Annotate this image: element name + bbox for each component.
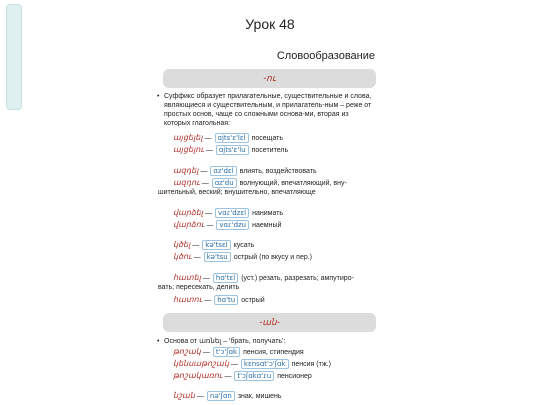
translation: посещать (251, 135, 284, 142)
vocab-entry (158, 391, 378, 401)
armenian-word: այցելել (173, 133, 203, 142)
transcription: kə'tsɛl (202, 240, 230, 250)
intro-paragraph (158, 92, 373, 128)
translation: влиять, воздействовать (239, 168, 317, 175)
entry-dash: — (224, 373, 232, 380)
section-title: Словообразование (276, 50, 375, 62)
transcription: t'ɔʃɑkɑ'ɾu (234, 371, 274, 381)
transcription: kɛnsɑt'ɔ'ʃɑk (241, 359, 289, 369)
intro-text: Основа от առնել – 'брать, получать': (164, 338, 286, 345)
armenian-word: թոշակառու (173, 371, 223, 380)
translation: посетитель (251, 147, 289, 154)
entry-dash: — (204, 135, 212, 142)
transcription: ɑjts'ɛ'lu (216, 145, 249, 155)
vocab-entry (158, 208, 378, 218)
translation: знак, мишень (237, 393, 282, 400)
transcription: vɑɾ'dzu (216, 220, 249, 230)
entry-dash: — (230, 361, 238, 368)
armenian-word: վարձու (173, 220, 205, 229)
entry-dash: — (202, 349, 210, 356)
bullet-icon: • (157, 93, 160, 100)
translation: нанимать (252, 210, 284, 217)
entry-dash: — (206, 222, 214, 229)
entry-dash: — (193, 254, 201, 261)
armenian-word: ազդել (173, 166, 199, 175)
entry-dash: — (201, 180, 209, 187)
transcription: t'ɔ'ʃɑk (213, 347, 240, 357)
translation: наемный (252, 222, 282, 229)
translation-continued: вать; пересекать, делить (158, 284, 240, 291)
vocab-entry (158, 359, 378, 369)
vocab-entry (158, 240, 378, 250)
intro-paragraph (158, 337, 373, 346)
armenian-word: հատել (173, 273, 201, 282)
translation-continued: шительный, веский; внушительно, впечатляюще (158, 189, 316, 196)
entry-dash: — (202, 275, 210, 282)
entry-dash: — (205, 147, 213, 154)
transcription: nə'ʃɑn (207, 391, 235, 401)
vocab-entry (158, 133, 378, 143)
translation: кусать (233, 242, 255, 249)
entry-dash: — (196, 393, 204, 400)
transcription: ɑz'dɛl (210, 166, 236, 176)
translation: пенсионер (277, 373, 312, 380)
armenian-word: վարձել (173, 208, 204, 217)
intro-text: Суффикс образует прилагательные, существительные и слова, являющиеся и существительным, и прилагатель-ным – реже от простых основ, чаще со сложными основа-ми, вторая из которых глагольная: (164, 93, 372, 127)
bullet-icon: • (157, 338, 160, 345)
vocab-entry (158, 273, 378, 292)
translation: острый (по вкусу и пер.) (233, 254, 313, 261)
vocab-entry (158, 295, 378, 305)
suffix-header-an: -ան- (163, 313, 376, 332)
vocab-entry (158, 220, 378, 230)
vocab-entry (158, 166, 378, 176)
vocab-entry (158, 178, 378, 197)
transcription: ɑjts'ɛ'lɛl (215, 133, 249, 143)
armenian-word: ազդու (173, 178, 200, 187)
armenian-word: թոշակ (173, 347, 201, 356)
translation: пенсия, стипендия (243, 349, 304, 356)
armenian-word: կծել (173, 240, 191, 249)
entry-dash: — (200, 168, 208, 175)
translation: (уст.) резать, разрезать; ампутиро- (241, 275, 354, 282)
transcription: hɑ'tɛl (213, 273, 238, 283)
armenian-word: այցելու (173, 145, 204, 154)
transcription: ɑz'du (212, 178, 237, 188)
translation: острый (241, 297, 265, 304)
transcription: hɑ'tu (214, 295, 238, 305)
transcription: vɑɾ'dzɛl (215, 208, 249, 218)
entry-dash: — (192, 242, 200, 249)
vocab-entry (158, 252, 378, 262)
lesson-title: Урок 48 (245, 16, 295, 32)
translation: волнующий, впечатляющий, вну- (239, 180, 347, 187)
vocab-entry (158, 371, 378, 381)
armenian-word: կենսաթոշակ (173, 359, 229, 368)
armenian-word: նշան (173, 391, 195, 400)
armenian-word: կծու (173, 252, 192, 261)
armenian-word: հատու (173, 295, 203, 304)
suffix-header-u: -ու (163, 69, 376, 88)
entry-dash: — (205, 210, 213, 217)
entry-dash: — (204, 297, 212, 304)
vocab-entry (158, 347, 378, 357)
transcription: kə'tsu (204, 252, 231, 262)
translation: пенсия (тж.) (291, 361, 331, 368)
vocab-entry (158, 145, 378, 155)
